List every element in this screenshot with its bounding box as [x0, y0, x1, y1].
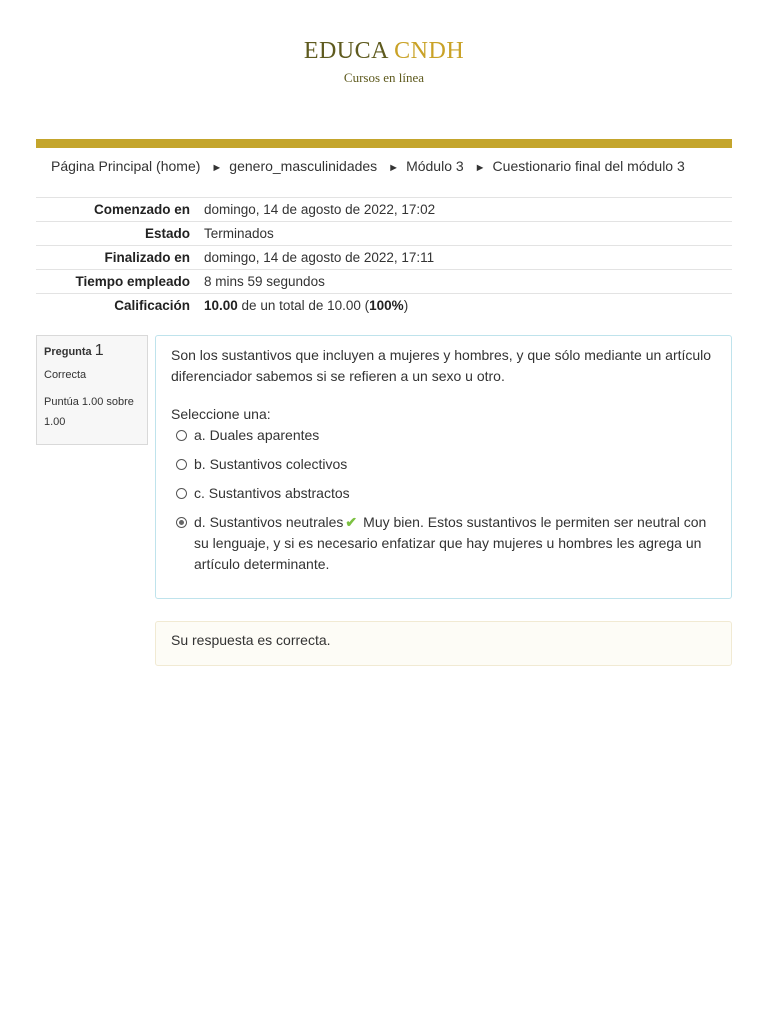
question-label: Pregunta: [44, 346, 92, 358]
site-subtitle: Cursos en línea: [343, 70, 425, 85]
question-state: Correcta: [44, 369, 87, 381]
question-content: [155, 335, 732, 599]
summary-label: Estado: [144, 226, 190, 241]
radio-option-a[interactable]: [176, 430, 187, 441]
grade-total-text: de un total de 10.00 (: [237, 298, 370, 313]
answer-option-b[interactable]: [171, 454, 716, 475]
radio-option-b[interactable]: [176, 459, 187, 470]
answer-option-c[interactable]: [171, 483, 716, 504]
summary-row-state: [36, 222, 732, 246]
summary-value: 8 mins 59 segundos: [204, 274, 325, 289]
option-label: c. Sustantivos abstractos: [194, 485, 350, 501]
breadcrumb-home[interactable]: Página Principal (home): [51, 158, 201, 174]
question-info-panel: [36, 335, 148, 445]
summary-row-grade: [36, 294, 732, 318]
radio-option-c[interactable]: [176, 488, 187, 499]
breadcrumb-course[interactable]: genero_masculinidades: [229, 158, 378, 174]
logo-word-educa: EDUCA: [303, 38, 388, 64]
attempt-summary-table: [36, 197, 732, 317]
radio-option-d[interactable]: [176, 517, 187, 528]
question-grade: Puntúa 1.00 sobre 1.00: [44, 396, 134, 428]
answer-option-a[interactable]: [171, 425, 716, 446]
breadcrumb-separator-icon: ►: [211, 162, 223, 174]
site-header: [0, 36, 768, 86]
summary-label: Finalizado en: [104, 250, 190, 265]
summary-row-finished: [36, 246, 732, 270]
summary-label: Calificación: [114, 298, 190, 313]
summary-row-started: [36, 198, 732, 222]
logo-word-cndh: CNDH: [394, 38, 465, 64]
question-number-value: 1: [94, 342, 104, 359]
option-label: a. Duales aparentes: [194, 427, 320, 443]
question-text: Son los sustantivos que incluyen a mujeres y hombres, y que sólo mediante un artículo diferenciador sabemos si se refieren a un sexo u otro.: [171, 347, 712, 384]
grade-percent: 100%: [369, 298, 404, 313]
breadcrumb-separator-icon: ►: [388, 162, 400, 174]
breadcrumb-separator-icon: ►: [474, 162, 486, 174]
summary-value: [197, 294, 732, 318]
grade-score: 10.00: [204, 298, 238, 313]
summary-value: Terminados: [204, 226, 274, 241]
answer-options: [171, 425, 716, 575]
grade-close-paren: ): [403, 298, 409, 313]
checkmark-icon: ✔: [345, 514, 358, 530]
site-logo[interactable]: [0, 36, 768, 66]
summary-label: Tiempo empleado: [75, 274, 190, 289]
summary-value: domingo, 14 de agosto de 2022, 17:11: [204, 250, 435, 265]
breadcrumb-quiz[interactable]: Cuestionario final del módulo 3: [492, 158, 685, 174]
header-divider: [36, 139, 732, 148]
option-label: b. Sustantivos colectivos: [194, 456, 348, 472]
answer-option-d[interactable]: [171, 512, 716, 575]
option-label: d. Sustantivos neutrales: [194, 514, 344, 530]
feedback-text: Su respuesta es correcta.: [171, 632, 331, 648]
summary-value: domingo, 14 de agosto de 2022, 17:02: [204, 202, 436, 217]
option-feedback: Muy bien. Estos sustantivos le permiten ser neutral con su lenguaje, y si es necesario enfatizar que hay mujeres u hombres les agrega un artículo determinante.: [194, 514, 707, 572]
option-d-text: [194, 512, 716, 575]
summary-row-time: [36, 270, 732, 294]
answer-prompt: Seleccione una:: [171, 406, 271, 422]
breadcrumb: [51, 158, 685, 174]
summary-label: Comenzado en: [93, 202, 190, 217]
breadcrumb-module[interactable]: Módulo 3: [406, 158, 464, 174]
general-feedback: [155, 621, 732, 666]
question-number: [44, 342, 140, 360]
